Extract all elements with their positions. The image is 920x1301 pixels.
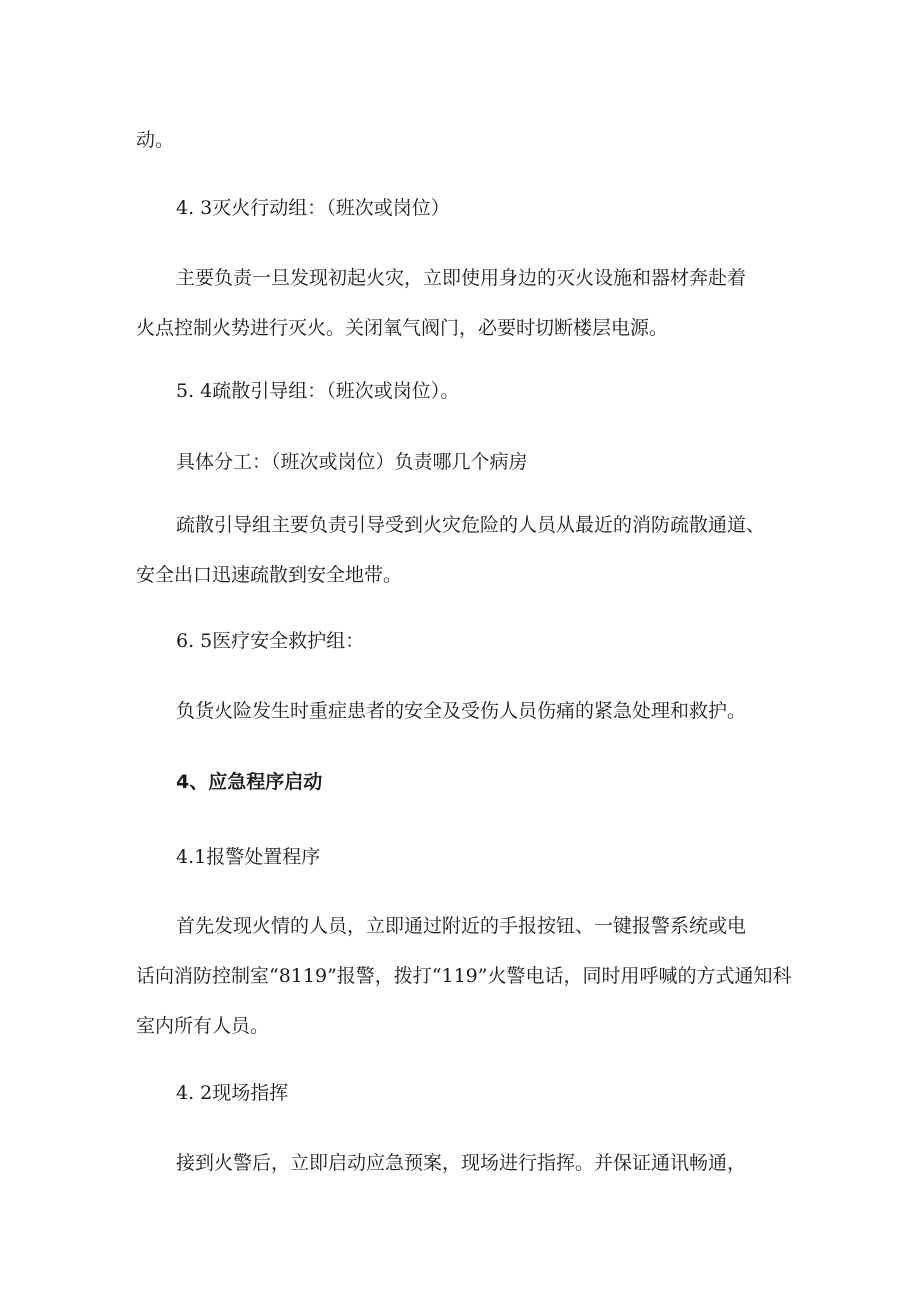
paragraph-line: 接到火警后，立即启动应急预案，现场进行指挥。并保证通讯畅通， <box>176 1152 747 1174</box>
subsection-heading-alarm-procedure: 4.1报警处置程序 <box>176 846 321 868</box>
subsection-heading-fire-fighting-group: 4. 3灭火行动组：（班次或岗位） <box>176 197 450 219</box>
subsection-heading-medical-rescue-group: 6. 5医疗安全救护组： <box>176 630 365 652</box>
paragraph-line: 具体分工：（班次或岗位）负责哪几个病房 <box>176 451 528 473</box>
paragraph-line: 负货火险发生时重症患者的安全及受伤人员伤痛的紧急处理和救护。 <box>176 700 747 722</box>
text-line-continuation: 动。 <box>136 129 175 151</box>
subsection-heading-evacuation-group: 5. 4疏散引导组：（班次或岗位）。 <box>176 380 460 402</box>
subsection-heading-on-site-command: 4. 2现场指挥 <box>176 1082 289 1104</box>
paragraph-line: 安全出口迅速疏散到安全地带。 <box>136 564 403 586</box>
paragraph-line: 疏散引导组主要负责引导受到火灾危险的人员从最近的消防疏散通道、 <box>176 514 766 536</box>
paragraph-line: 首先发现火情的人员，立即通过附近的手报按钮、一键报警系统或电 <box>176 915 747 937</box>
paragraph-line: 主要负责一旦发现初起火灾，立即使用身边的灭火设施和器材奔赴着 <box>176 267 747 289</box>
paragraph-line: 话向消防控制室“8119”报警，拨打“119”火警电话，同时用呼喊的方式通知科 <box>136 965 792 987</box>
paragraph-line: 室内所有人员。 <box>136 1015 270 1037</box>
paragraph-line: 火点控制火势进行灭火。关闭氧气阀门，必要时切断楼层电源。 <box>136 317 669 339</box>
section-heading-emergency-procedure: 4、应急程序启动 <box>176 771 323 793</box>
